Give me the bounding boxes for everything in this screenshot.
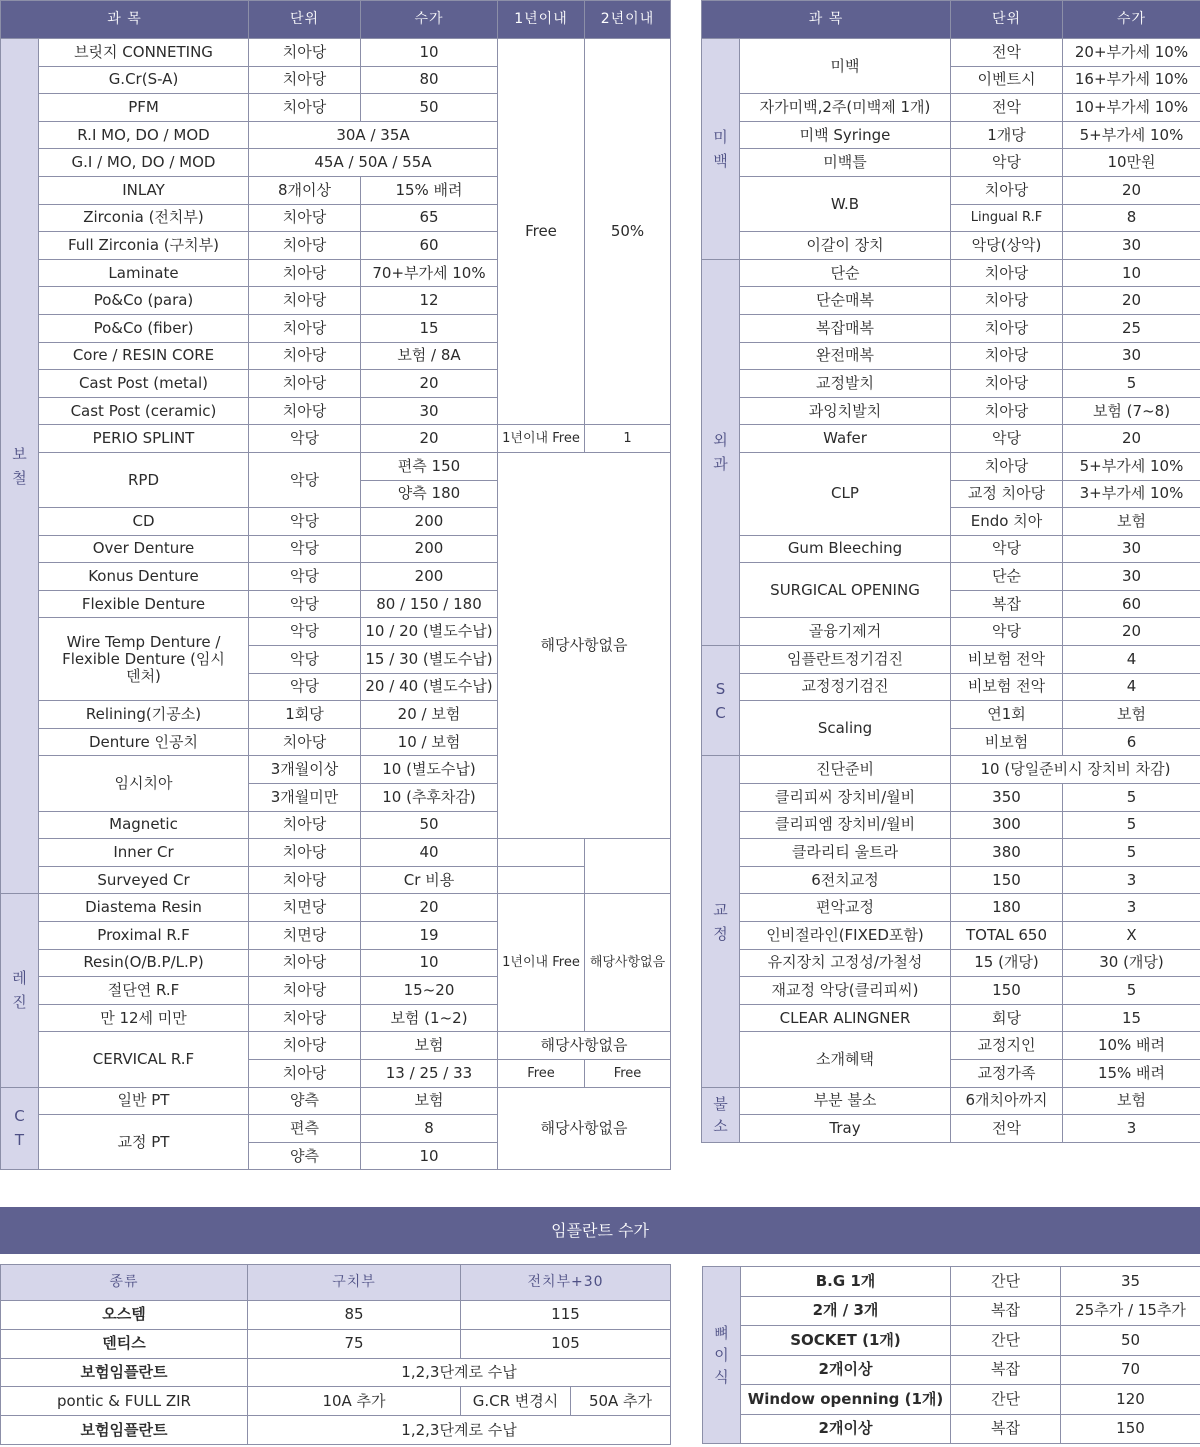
item-name: Cast Post (ceramic) — [39, 397, 249, 425]
empty-cell — [498, 839, 585, 867]
item-price: 보험 / 8A — [361, 342, 498, 370]
item-price: 10 / 20 (별도수납) — [361, 618, 498, 646]
item-unit: 악당 — [951, 425, 1063, 453]
item-unit: 치아당 — [249, 232, 361, 260]
item-price: 10만원 — [1063, 149, 1200, 177]
item-unit: 치아당 — [249, 949, 361, 977]
item-price: 20 — [361, 370, 498, 398]
implant-header-posterior: 구치부 — [248, 1265, 461, 1301]
item-unit: 치아당 — [951, 342, 1063, 370]
item-name: 단순 — [740, 259, 951, 287]
item-unit: 3개월미만 — [249, 784, 361, 812]
graft-price: 70 — [1061, 1355, 1200, 1385]
category-surgery: 외 과 — [702, 259, 740, 645]
item-name: G.Cr(S-A) — [39, 66, 249, 94]
item-price: 20 / 40 (별도수납) — [361, 673, 498, 701]
item-name: 이갈이 장치 — [740, 232, 951, 260]
item-unit: 비보험 전악 — [951, 646, 1063, 674]
item-unit: 300 — [951, 811, 1063, 839]
cervical-warranty-1yr: Free — [498, 1059, 585, 1087]
item-name: 재교정 악당(클리피씨) — [740, 977, 951, 1005]
category-sc: S C — [702, 646, 740, 756]
item-price: 양측 180 — [361, 480, 498, 508]
item-name: 미백틀 — [740, 149, 951, 177]
cervical-not-applicable: 해당사항없음 — [498, 1032, 671, 1060]
item-unit: 복잡 — [951, 590, 1063, 618]
item-price: 15% 배려 — [1063, 1059, 1200, 1087]
item-price: 30 — [361, 397, 498, 425]
item-price: 200 — [361, 508, 498, 536]
item-unit: 350 — [951, 784, 1063, 812]
item-name: Core / RESIN CORE — [39, 342, 249, 370]
implant-insurance-note: 1,2,3단계로 수납 — [248, 1416, 671, 1445]
warranty-1yr-free: Free — [498, 39, 585, 425]
item-price: 30 (개당) — [1063, 949, 1200, 977]
item-unit: 180 — [951, 894, 1063, 922]
item-price: 5 — [1063, 811, 1200, 839]
item-unit: 치아당 — [249, 811, 361, 839]
item-name: RPD — [39, 452, 249, 507]
header-price: 수가 — [1063, 1, 1200, 39]
category-bochul: 보 철 — [1, 39, 39, 894]
implant-insurance-note: 1,2,3단계로 수납 — [248, 1358, 671, 1387]
item-name: 클라리티 울트라 — [740, 839, 951, 867]
item-price: 20 — [1063, 287, 1200, 315]
item-unit: 치아당 — [249, 314, 361, 342]
item-unit: 치아당 — [951, 370, 1063, 398]
item-unit: 악당 — [249, 535, 361, 563]
item-price: 80 — [361, 66, 498, 94]
item-unit: 전악 — [951, 94, 1063, 122]
item-unit: 악당 — [249, 563, 361, 591]
item-name: 교정발치 — [740, 370, 951, 398]
item-price: 10 — [361, 1142, 498, 1170]
item-combined-price: 45A / 50A / 55A — [249, 149, 498, 177]
item-unit: 편측 — [249, 1115, 361, 1143]
item-price: 편측 150 — [361, 452, 498, 480]
item-name: 교정정기검진 — [740, 673, 951, 701]
perio-warranty-2yr: 1 — [585, 425, 671, 453]
item-name: 6전치교정 — [740, 866, 951, 894]
item-price: 5+부가세 10% — [1063, 121, 1200, 149]
item-price: 15 — [1063, 1004, 1200, 1032]
item-unit: 치아당 — [249, 839, 361, 867]
item-price: 5 — [1063, 370, 1200, 398]
graft-name: 2개이상 — [741, 1355, 951, 1385]
item-unit: 치아당 — [249, 66, 361, 94]
item-name: Relining(기공소) — [39, 701, 249, 729]
item-price: 10+부가세 10% — [1063, 94, 1200, 122]
item-name: 유지장치 고정성/가철성 — [740, 949, 951, 977]
item-name: 부분 불소 — [740, 1087, 951, 1115]
item-unit: 교정가족 — [951, 1059, 1063, 1087]
item-unit: 치아당 — [951, 452, 1063, 480]
item-price: 4 — [1063, 646, 1200, 674]
item-name: 일반 PT — [39, 1087, 249, 1115]
item-price: 20 — [1063, 618, 1200, 646]
item-name: Full Zirconia (구치부) — [39, 232, 249, 260]
graft-price: 50 — [1061, 1326, 1200, 1356]
item-unit: 단순 — [951, 563, 1063, 591]
warranty-2yr-50: 50% — [585, 39, 671, 425]
graft-unit: 간단 — [951, 1326, 1061, 1356]
item-unit: 150 — [951, 977, 1063, 1005]
item-price: 15 / 30 (별도수납) — [361, 646, 498, 674]
item-price: 5 — [1063, 839, 1200, 867]
item-unit: 치아당 — [249, 342, 361, 370]
item-unit: 전악 — [951, 1115, 1063, 1143]
item-unit: 악당(상악) — [951, 232, 1063, 260]
item-name: 과잉치발치 — [740, 397, 951, 425]
item-price: 200 — [361, 563, 498, 591]
header-unit: 단위 — [249, 1, 361, 39]
item-unit: 악당 — [249, 590, 361, 618]
graft-unit: 간단 — [951, 1385, 1061, 1415]
item-name: 자가미백,2주(미백제 1개) — [740, 94, 951, 122]
item-name: Resin(O/B.P/L.P) — [39, 949, 249, 977]
item-price: Cr 비용 — [361, 866, 498, 894]
item-name: CLEAR ALINGNER — [740, 1004, 951, 1032]
item-unit: 150 — [951, 866, 1063, 894]
left-fee-table — [0, 0, 671, 1170]
header-subject: 과 목 — [702, 1, 951, 39]
implant-posterior-price: 85 — [248, 1301, 461, 1330]
item-price: 40 — [361, 839, 498, 867]
item-unit: 교정 치아당 — [951, 480, 1063, 508]
implant-anterior-price: 105 — [461, 1329, 671, 1358]
item-unit: 악당 — [249, 618, 361, 646]
item-price: 5+부가세 10% — [1063, 452, 1200, 480]
item-unit: 악당 — [951, 618, 1063, 646]
item-name: Gum Bleeching — [740, 535, 951, 563]
item-price: 10 (별도수납) — [361, 756, 498, 784]
item-price: 보험 — [361, 1087, 498, 1115]
item-price: 16+부가세 10% — [1063, 66, 1200, 94]
item-unit: 15 (개당) — [951, 949, 1063, 977]
item-name: Magnetic — [39, 811, 249, 839]
item-price: 20 — [361, 894, 498, 922]
item-unit: 연1회 — [951, 701, 1063, 729]
item-unit: Lingual R.F — [951, 204, 1063, 232]
implant-name: pontic & FULL ZIR — [1, 1387, 248, 1416]
item-price: 10 / 보험 — [361, 728, 498, 756]
header-price: 수가 — [361, 1, 498, 39]
item-unit: 악당 — [249, 646, 361, 674]
item-name: 임플란트정기검진 — [740, 646, 951, 674]
item-name: Cast Post (metal) — [39, 370, 249, 398]
right-fee-table — [701, 0, 1200, 1143]
item-name: Scaling — [740, 701, 951, 756]
implant-header-anterior: 전치부+30 — [461, 1265, 671, 1301]
warranty-not-applicable: 해당사항없음 — [498, 452, 671, 838]
item-unit: 6개치아까지 — [951, 1087, 1063, 1115]
item-unit: 치아당 — [249, 866, 361, 894]
item-unit: 1개당 — [951, 121, 1063, 149]
item-price: 30 — [1063, 342, 1200, 370]
item-unit: 치아당 — [249, 287, 361, 315]
item-unit: 악당 — [249, 425, 361, 453]
item-price: 보험 — [1063, 701, 1200, 729]
item-price: 3 — [1063, 1115, 1200, 1143]
item-unit: 8개이상 — [249, 176, 361, 204]
item-name: Inner Cr — [39, 839, 249, 867]
item-unit: Endo 치아 — [951, 508, 1063, 536]
item-unit: 교정지인 — [951, 1032, 1063, 1060]
item-price: X — [1063, 922, 1200, 950]
category-ct: C T — [1, 1087, 39, 1170]
item-name: CD — [39, 508, 249, 536]
item-unit: 치아당 — [249, 39, 361, 67]
item-unit: 치아당 — [951, 259, 1063, 287]
item-price: 12 — [361, 287, 498, 315]
category-bone-graft: 뼈 이 식 — [703, 1267, 741, 1444]
item-price: 60 — [361, 232, 498, 260]
implant-fee-table — [0, 1264, 671, 1445]
item-price: 3+부가세 10% — [1063, 480, 1200, 508]
item-name: 미백 Syringe — [740, 121, 951, 149]
item-name: CLP — [740, 452, 951, 535]
item-price: 보험 — [1063, 508, 1200, 536]
item-price: 20 / 보험 — [361, 701, 498, 729]
resin-warranty-2yr: 해당사항없음 — [585, 894, 671, 1032]
graft-name: SOCKET (1개) — [741, 1326, 951, 1356]
item-name: 인비절라인(FIXED포함) — [740, 922, 951, 950]
item-name: 편악교정 — [740, 894, 951, 922]
item-price: 보험 — [361, 1032, 498, 1060]
item-price: 3 — [1063, 866, 1200, 894]
category-resin: 레 진 — [1, 894, 39, 1087]
item-unit: 380 — [951, 839, 1063, 867]
pontic-add: 10A 추가 — [248, 1387, 461, 1416]
item-unit: 치아당 — [249, 1032, 361, 1060]
item-name: 복잡매복 — [740, 314, 951, 342]
item-price: 25 — [1063, 314, 1200, 342]
item-price: 10% 배려 — [1063, 1032, 1200, 1060]
item-name: Diastema Resin — [39, 894, 249, 922]
graft-name: 2개이상 — [741, 1414, 951, 1444]
empty-cell — [585, 839, 671, 894]
item-name: Konus Denture — [39, 563, 249, 591]
item-unit: 악당 — [951, 535, 1063, 563]
item-unit: 비보험 전악 — [951, 673, 1063, 701]
item-unit: 비보험 — [951, 728, 1063, 756]
item-name: G.I / MO, DO / MOD — [39, 149, 249, 177]
item-price: 30 — [1063, 563, 1200, 591]
item-unit: 양측 — [249, 1142, 361, 1170]
item-unit: 3개월이상 — [249, 756, 361, 784]
item-name: 단순매복 — [740, 287, 951, 315]
item-unit: 악당 — [951, 149, 1063, 177]
item-unit: TOTAL 650 — [951, 922, 1063, 950]
cervical-warranty-2yr: Free — [585, 1059, 671, 1087]
item-price: 60 — [1063, 590, 1200, 618]
graft-price: 35 — [1061, 1267, 1200, 1297]
item-unit: 치아당 — [249, 94, 361, 122]
item-name: PFM — [39, 94, 249, 122]
item-price: 6 — [1063, 728, 1200, 756]
item-name: 클리피엠 장치비/월비 — [740, 811, 951, 839]
graft-unit: 복잡 — [951, 1296, 1061, 1326]
item-name: Flexible Denture — [39, 590, 249, 618]
graft-name: Window openning (1개) — [741, 1385, 951, 1415]
item-price: 15 — [361, 314, 498, 342]
item-name: 임시치아 — [39, 756, 249, 811]
empty-cell — [498, 866, 585, 894]
perio-warranty-1yr: 1년이내 Free — [498, 425, 585, 453]
header-within-1yr: 1년이내 — [498, 1, 585, 39]
item-unit: 회당 — [951, 1004, 1063, 1032]
item-name: SURGICAL OPENING — [740, 563, 951, 618]
graft-name: 2개 / 3개 — [741, 1296, 951, 1326]
item-unit: 치아당 — [951, 397, 1063, 425]
item-unit: 치아당 — [249, 397, 361, 425]
item-name: 미백 — [740, 39, 951, 94]
item-unit: 치면당 — [249, 894, 361, 922]
item-price: 50 — [361, 94, 498, 122]
item-price: 8 — [361, 1115, 498, 1143]
graft-unit: 간단 — [951, 1267, 1061, 1297]
header-subject: 과 목 — [1, 1, 249, 39]
item-unit: 치아당 — [951, 314, 1063, 342]
item-price: 15% 배려 — [361, 176, 498, 204]
header-within-2yr: 2년이내 — [585, 1, 671, 39]
item-name: 클리피씨 장치비/월비 — [740, 784, 951, 812]
item-unit: 치아당 — [951, 176, 1063, 204]
implant-banner-title: 임플란트 수가 — [0, 1207, 1200, 1254]
item-unit: 전악 — [951, 39, 1063, 67]
item-unit: 양측 — [249, 1087, 361, 1115]
item-name: 소개혜택 — [740, 1032, 951, 1087]
resin-warranty-1yr: 1년이내 Free — [498, 894, 585, 1032]
item-unit: 치아당 — [249, 1004, 361, 1032]
implant-name: 오스템 — [1, 1301, 248, 1330]
item-unit: 치아당 — [249, 977, 361, 1005]
implant-name: 덴티스 — [1, 1329, 248, 1358]
implant-name: 보험임플란트 — [1, 1358, 248, 1387]
graft-name: B.G 1개 — [741, 1267, 951, 1297]
item-name: W.B — [740, 176, 951, 231]
header-unit: 단위 — [951, 1, 1063, 39]
item-price: 20 — [361, 425, 498, 453]
item-price: 4 — [1063, 673, 1200, 701]
item-name: Over Denture — [39, 535, 249, 563]
graft-price: 150 — [1061, 1414, 1200, 1444]
bone-graft-table — [702, 1266, 1200, 1444]
item-unit: 악당 — [249, 452, 361, 507]
item-name: PERIO SPLINT — [39, 425, 249, 453]
graft-unit: 복잡 — [951, 1355, 1061, 1385]
item-price: 5 — [1063, 977, 1200, 1005]
item-name: 진단준비 — [740, 756, 951, 784]
item-name: CERVICAL R.F — [39, 1032, 249, 1087]
item-price: 19 — [361, 922, 498, 950]
item-name: Denture 인공치 — [39, 728, 249, 756]
item-name: Tray — [740, 1115, 951, 1143]
graft-price: 120 — [1061, 1385, 1200, 1415]
item-unit: 치아당 — [249, 259, 361, 287]
item-name: 절단연 R.F — [39, 977, 249, 1005]
pontic-gcr-add: 50A 추가 — [571, 1387, 671, 1416]
item-name: 완전매복 — [740, 342, 951, 370]
implant-posterior-price: 75 — [248, 1329, 461, 1358]
item-price: 30 — [1063, 535, 1200, 563]
item-price: 보험 (7~8) — [1063, 397, 1200, 425]
item-name: Po&Co (fiber) — [39, 314, 249, 342]
item-name: R.I MO, DO / MOD — [39, 121, 249, 149]
item-price: 보험 — [1063, 1087, 1200, 1115]
item-unit: 이벤트시 — [951, 66, 1063, 94]
category-bulso: 불 소 — [702, 1087, 740, 1142]
item-name: Po&Co (para) — [39, 287, 249, 315]
pt-not-applicable: 해당사항없음 — [498, 1087, 671, 1170]
item-unit: 치아당 — [951, 287, 1063, 315]
item-price: 80 / 150 / 180 — [361, 590, 498, 618]
item-price: 10 — [1063, 259, 1200, 287]
item-price: 보험 (1~2) — [361, 1004, 498, 1032]
item-price: 8 — [1063, 204, 1200, 232]
item-name: 만 12세 미만 — [39, 1004, 249, 1032]
item-price: 15~20 — [361, 977, 498, 1005]
implant-anterior-price: 115 — [461, 1301, 671, 1330]
item-price: 65 — [361, 204, 498, 232]
item-name: Wire Temp Denture / Flexible Denture (임시덴처) — [39, 618, 249, 701]
item-name: Zirconia (전치부) — [39, 204, 249, 232]
item-price: 20 — [1063, 176, 1200, 204]
item-combined-price: 30A / 35A — [249, 121, 498, 149]
item-price: 5 — [1063, 784, 1200, 812]
item-unit: 1회당 — [249, 701, 361, 729]
item-name: 골융기제거 — [740, 618, 951, 646]
item-price: 200 — [361, 535, 498, 563]
item-name: INLAY — [39, 176, 249, 204]
implant-name: 보험임플란트 — [1, 1416, 248, 1445]
item-price: 10 — [361, 39, 498, 67]
item-price: 20 — [1063, 425, 1200, 453]
item-price: 20+부가세 10% — [1063, 39, 1200, 67]
item-unit: 치아당 — [249, 728, 361, 756]
item-price: 50 — [361, 811, 498, 839]
item-price: 10 — [361, 949, 498, 977]
item-unit: 치면당 — [249, 922, 361, 950]
item-name: Proximal R.F — [39, 922, 249, 950]
implant-header-type: 종류 — [1, 1265, 248, 1301]
item-unit: 악당 — [249, 673, 361, 701]
item-combined-price: 10 (당일준비시 장치비 차감) — [951, 756, 1200, 784]
item-name: Laminate — [39, 259, 249, 287]
item-name: Wafer — [740, 425, 951, 453]
item-unit: 악당 — [249, 508, 361, 536]
item-unit: 치아당 — [249, 204, 361, 232]
item-price: 30 — [1063, 232, 1200, 260]
graft-price: 25추가 / 15추가 — [1061, 1296, 1200, 1326]
item-price: 3 — [1063, 894, 1200, 922]
item-price: 70+부가세 10% — [361, 259, 498, 287]
item-price: 13 / 25 / 33 — [361, 1059, 498, 1087]
graft-unit: 복잡 — [951, 1414, 1061, 1444]
category-whitening: 미 백 — [702, 39, 740, 260]
item-name: 교정 PT — [39, 1115, 249, 1170]
item-price: 10 (추후차감) — [361, 784, 498, 812]
item-unit: 치아당 — [249, 1059, 361, 1087]
item-unit: 치아당 — [249, 370, 361, 398]
item-name: Surveyed Cr — [39, 866, 249, 894]
pontic-gcr-change: G.CR 변경시 — [461, 1387, 571, 1416]
item-name: 브릿지 CONNETING — [39, 39, 249, 67]
category-ortho: 교 정 — [702, 756, 740, 1087]
